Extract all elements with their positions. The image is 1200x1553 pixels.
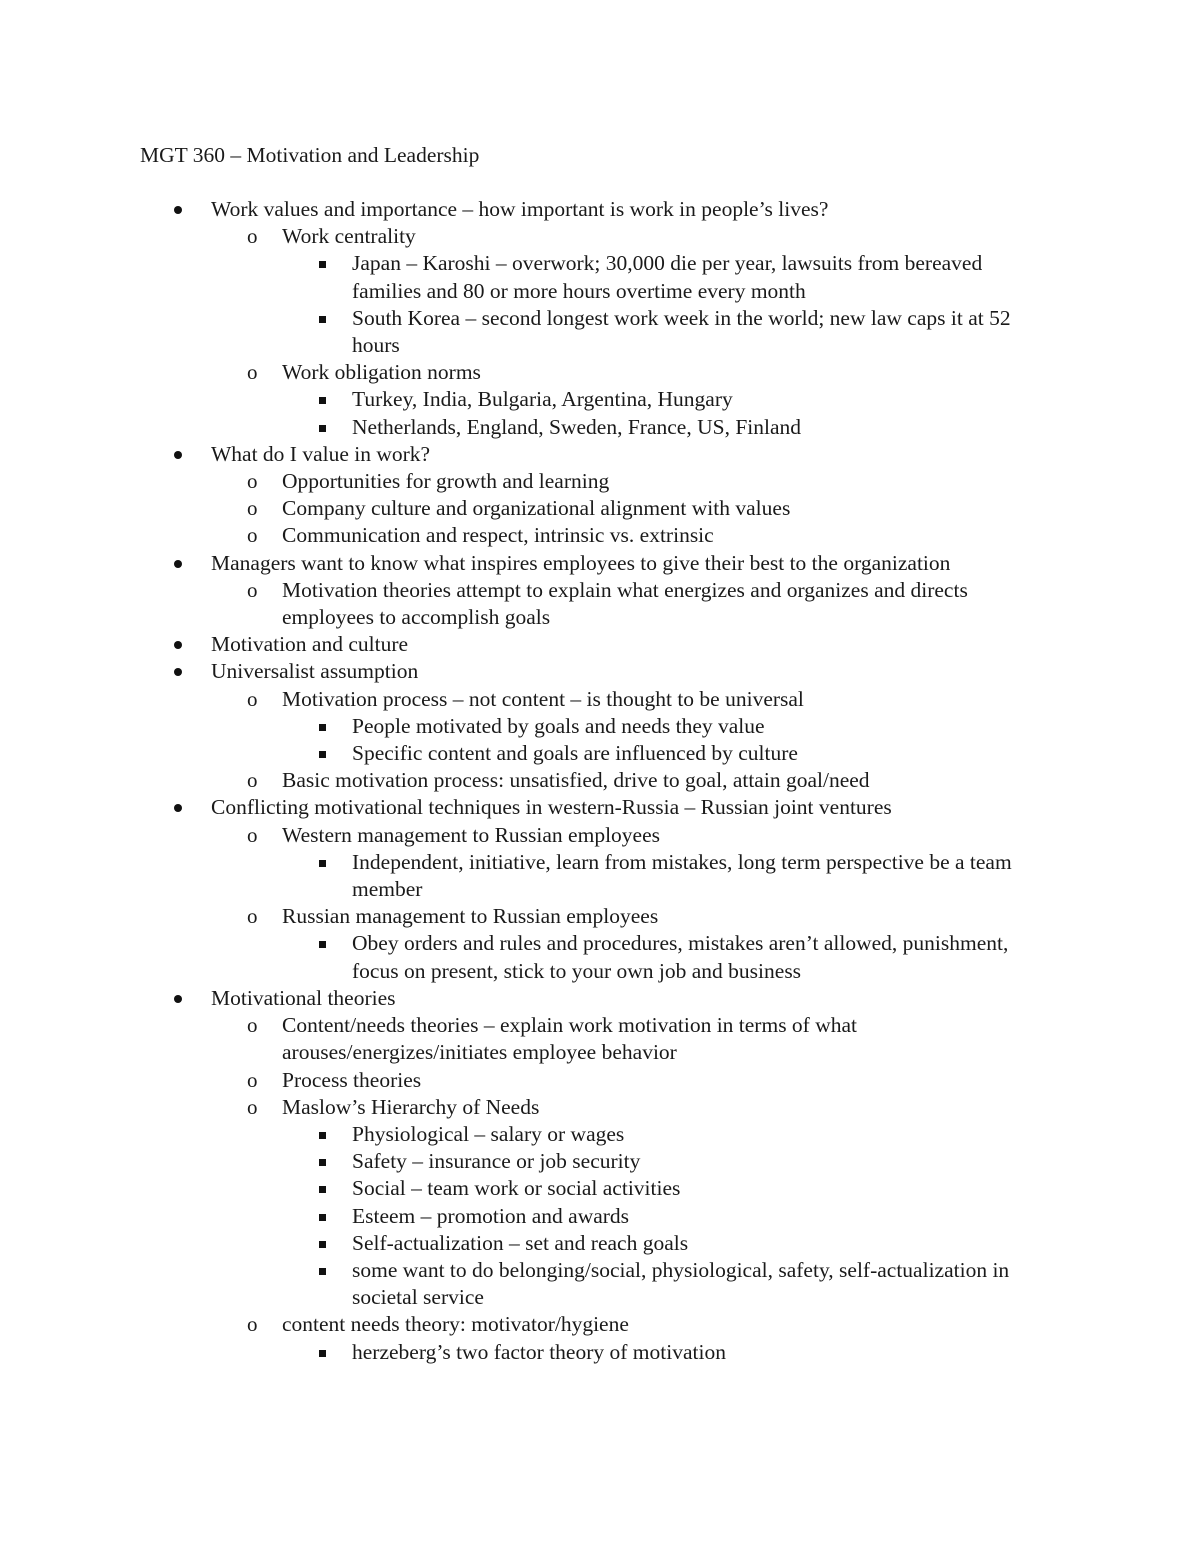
disc-bullet-icon <box>174 995 182 1003</box>
circle-bullet-icon: o <box>247 469 258 494</box>
sub-bullet-item: o Western management to Russian employees <box>0 822 1200 849</box>
sub-bullet-item: o content needs theory: motivator/hygiene <box>0 1311 1200 1338</box>
bullet-item: What do I value in work? <box>0 441 1200 468</box>
square-bullet-icon <box>319 860 326 867</box>
square-bullet-icon <box>319 425 326 432</box>
circle-bullet-icon: o <box>247 224 258 249</box>
bullet-item: Universalist assumption <box>0 658 1200 685</box>
circle-bullet-icon: o <box>247 686 258 711</box>
sub-bullet-item: o Basic motivation process: unsatisfied, drive to goal, attain goal/need <box>0 767 1200 794</box>
sub-bullet-item: o Process theories <box>0 1067 1200 1094</box>
sub-sub-bullet-item: Obey orders and rules and procedures, mistakes aren’t allowed, punishment, focus on present, stick to your own job and business <box>0 930 1200 984</box>
sub-bullet-item: o Motivation theories attempt to explain what energizes and organizes and directs employees to accomplish goals <box>247 577 968 630</box>
circle-bullet-icon: o <box>247 523 258 548</box>
square-bullet-icon <box>319 261 326 268</box>
square-bullet-icon <box>319 724 326 731</box>
document-title: MGT 360 – Motivation and Leadership <box>140 143 480 167</box>
bullet-item: Motivation and culture <box>0 631 1200 658</box>
circle-bullet-icon: o <box>247 768 258 793</box>
square-bullet-icon <box>319 1132 326 1139</box>
square-bullet-icon <box>319 1214 326 1221</box>
square-bullet-icon <box>319 1241 326 1248</box>
circle-bullet-icon: o <box>247 1013 258 1038</box>
disc-bullet-icon <box>174 451 182 459</box>
sub-sub-bullet-item: Turkey, India, Bulgaria, Argentina, Hungary <box>0 386 1200 413</box>
circle-bullet-icon: o <box>247 496 258 521</box>
sub-sub-bullet-item: Japan – Karoshi – overwork; 30,000 die per year, lawsuits from bereaved families and 80 or more hours overtime every month <box>0 250 1200 304</box>
sub-sub-bullet-item: South Korea – second longest work week in the world; new law caps it at 52 hours <box>0 305 1200 359</box>
bullet-item: Motivational theories <box>0 985 1200 1012</box>
square-bullet-icon <box>319 1159 326 1166</box>
circle-bullet-icon: o <box>247 577 258 602</box>
disc-bullet-icon <box>174 804 182 812</box>
square-bullet-icon <box>319 1350 326 1357</box>
sub-bullet-item: o Maslow’s Hierarchy of Needs <box>0 1094 1200 1121</box>
sub-sub-bullet-item: Independent, initiative, learn from mistakes, long term perspective be a team member <box>0 849 1200 903</box>
disc-bullet-icon <box>174 560 182 568</box>
sub-sub-bullet-item: Esteem – promotion and awards <box>0 1203 1200 1230</box>
sub-bullet-item: o Russian management to Russian employees <box>0 903 1200 930</box>
square-bullet-icon <box>319 941 326 948</box>
square-bullet-icon <box>319 316 326 323</box>
sub-sub-bullet-item: Specific content and goals are influenced by culture <box>0 740 1200 767</box>
circle-bullet-icon: o <box>247 1312 258 1337</box>
sub-bullet-item: o Work centrality <box>0 223 1200 250</box>
circle-bullet-icon: o <box>247 360 258 385</box>
square-bullet-icon <box>319 1186 326 1193</box>
bullet-item: Managers want to know what inspires employees to give their best to the organization <box>0 550 1200 577</box>
sub-sub-bullet-item: herzeberg’s two factor theory of motivation <box>0 1339 1200 1366</box>
circle-bullet-icon: o <box>247 904 258 929</box>
bullet-item: Conflicting motivational techniques in western-Russia – Russian joint ventures <box>0 794 1200 821</box>
sub-bullet-item: o Work obligation norms <box>0 359 1200 386</box>
circle-bullet-icon: o <box>247 1094 258 1119</box>
circle-bullet-icon: o <box>247 822 258 847</box>
disc-bullet-icon <box>174 641 182 649</box>
sub-sub-bullet-item: People motivated by goals and needs they value <box>0 713 1200 740</box>
sub-bullet-item: o Opportunities for growth and learning <box>0 468 1200 495</box>
sub-sub-bullet-item: Safety – insurance or job security <box>0 1148 1200 1175</box>
sub-sub-bullet-item: Physiological – salary or wages <box>0 1121 1200 1148</box>
sub-sub-bullet-item: Self-actualization – set and reach goals <box>0 1230 1200 1257</box>
sub-bullet-item: o Company culture and organizational alignment with values <box>0 495 1200 522</box>
square-bullet-icon <box>319 397 326 404</box>
square-bullet-icon <box>319 1268 326 1275</box>
sub-bullet-item: o Motivation process – not content – is thought to be universal <box>0 686 1200 713</box>
disc-bullet-icon <box>174 206 182 214</box>
sub-sub-bullet-item: Social – team work or social activities <box>0 1175 1200 1202</box>
bullet-item: Work values and importance – how important is work in people’s lives? <box>0 196 1200 223</box>
circle-bullet-icon: o <box>247 1067 258 1092</box>
sub-sub-bullet-item: some want to do belonging/social, physiological, safety, self-actualization in societal service <box>0 1257 1200 1311</box>
sub-bullet-item: o Content/needs theories – explain work motivation in terms of what arouses/energizes/initiates employee behavior <box>247 1013 858 1065</box>
square-bullet-icon <box>319 751 326 758</box>
sub-bullet-item: o Communication and respect, intrinsic vs. extrinsic <box>0 522 1200 549</box>
disc-bullet-icon <box>174 668 182 676</box>
outline-list <box>0 196 1200 1366</box>
sub-sub-bullet-item: Netherlands, England, Sweden, France, US, Finland <box>0 414 1200 441</box>
